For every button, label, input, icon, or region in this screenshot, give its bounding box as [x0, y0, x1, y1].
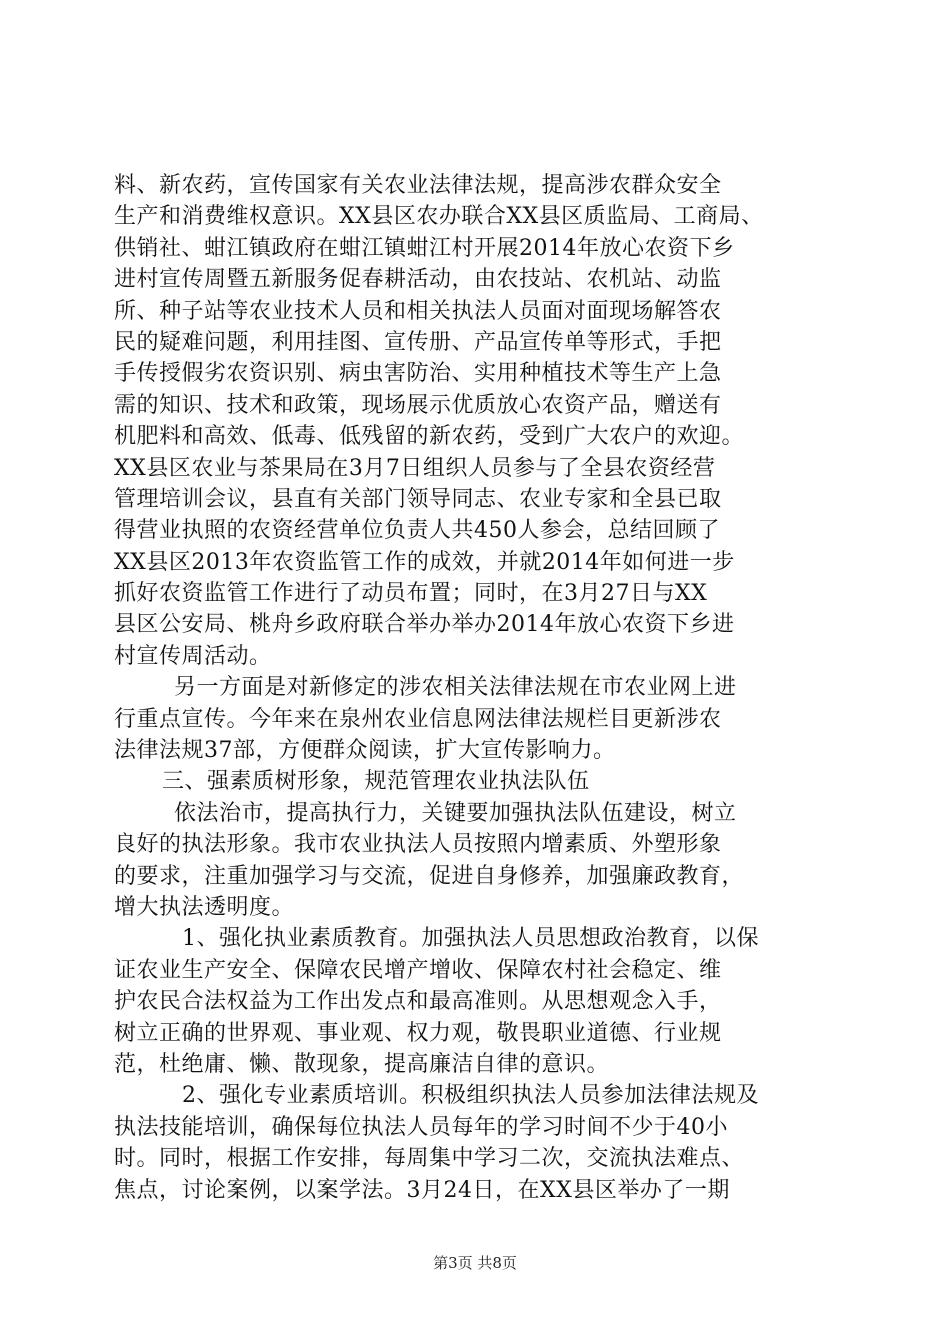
- section-heading: 三、强素质树形象，规范管理农业执法队伍: [162, 769, 590, 795]
- text-line: 得营业执照的农资经营单位负责人共450人参会，总结回顾了: [114, 518, 720, 544]
- text-line: 生产和消费维权意识。XX县区农办联合XX县区质监局、工商局、: [114, 204, 764, 230]
- document-body: [114, 170, 844, 1206]
- text-line: XX县区2013年农资监管工作的成效，并就2014年如何进一步: [114, 549, 735, 575]
- text-line: 良好的执法形象。我市农业执法人员按照内增素质、外塑形象: [114, 832, 722, 858]
- text-line: 增大执法透明度。: [114, 894, 295, 920]
- text-line: 机肥料和高效、低毒、低残留的新农药，受到广大农户的欢迎。: [114, 424, 745, 450]
- text-line: 护农民合法权益为工作出发点和最高准则。从思想观念入手，: [114, 989, 722, 1015]
- text-line: 树立正确的世界观、事业观、权力观，敬畏职业道德、行业规: [114, 1020, 722, 1046]
- text-line: 证农业生产安全、保障农民增产增收、保障农村社会稳定、维: [114, 957, 722, 983]
- text-line: 民的疑难问题，利用挂图、宣传册、产品宣传单等形式，手把: [114, 329, 722, 355]
- text-line: 手传授假劣农资识别、病虫害防治、实用种植技术等生产上急: [114, 361, 722, 387]
- text-line: 焦点，讨论案例，以案学法。3月24日，在XX县区举办了一期: [114, 1177, 730, 1203]
- text-line: 范，杜绝庸、懒、散现象，提高廉洁自律的意识。: [114, 1051, 610, 1077]
- list-item-start: 2、强化专业素质培训。积极组织执法人员参加法律法规及: [182, 1083, 759, 1109]
- text-line: 所、种子站等农业技术人员和相关执法人员面对面现场解答农: [114, 298, 722, 324]
- text-line: 供销社、蚶江镇政府在蚶江镇蚶江村开展2014年放心农资下乡: [114, 235, 735, 261]
- text-line: 抓好农资监管工作进行了动员布置；同时，在3月27日与XX: [114, 581, 708, 607]
- text-line: XX县区农业与茶果局在3月7日组织人员参与了全县农资经营: [114, 455, 716, 481]
- text-line: 县区公安局、桃舟乡政府联合举办举办2014年放心农资下乡进: [114, 612, 735, 638]
- text-line: 行重点宣传。今年来在泉州农业信息网法律法规栏目更新涉农: [114, 706, 722, 732]
- paragraph-start: 依法治市，提高执行力，关键要加强执法队伍建设，树立: [174, 800, 737, 826]
- text-line: 进村宣传周暨五新服务促春耕活动，由农技站、农机站、动监: [114, 267, 722, 293]
- text-line: 的要求，注重加强学习与交流，促进自身修养，加强廉政教育，: [114, 863, 745, 889]
- text-line: 时。同时，根据工作安排，每周集中学习二次，交流执法难点、: [114, 1146, 745, 1172]
- list-item-start: 1、强化执业素质教育。加强执法人员思想政治教育，以保: [182, 926, 759, 952]
- text-line: 法律法规37部，方便群众阅读，扩大宣传影响力。: [114, 738, 616, 764]
- page-number-footer: 第3页 共8页: [433, 1254, 517, 1272]
- text-line: 村宣传周活动。: [114, 643, 272, 669]
- text-line: 需的知识、技术和政策，现场展示优质放心农资产品，赠送有: [114, 392, 722, 418]
- text-line: 执法技能培训，确保每位执法人员每年的学习时间不少于40小: [114, 1114, 728, 1140]
- paragraph-start: 另一方面是对新修定的涉农相关法律法规在市农业网上进: [174, 675, 737, 701]
- text-line: 料、新农药，宣传国家有关农业法律法规，提高涉农群众安全: [114, 173, 722, 198]
- text-line: 管理培训会议，县直有关部门领导同志、农业专家和全县已取: [114, 486, 722, 512]
